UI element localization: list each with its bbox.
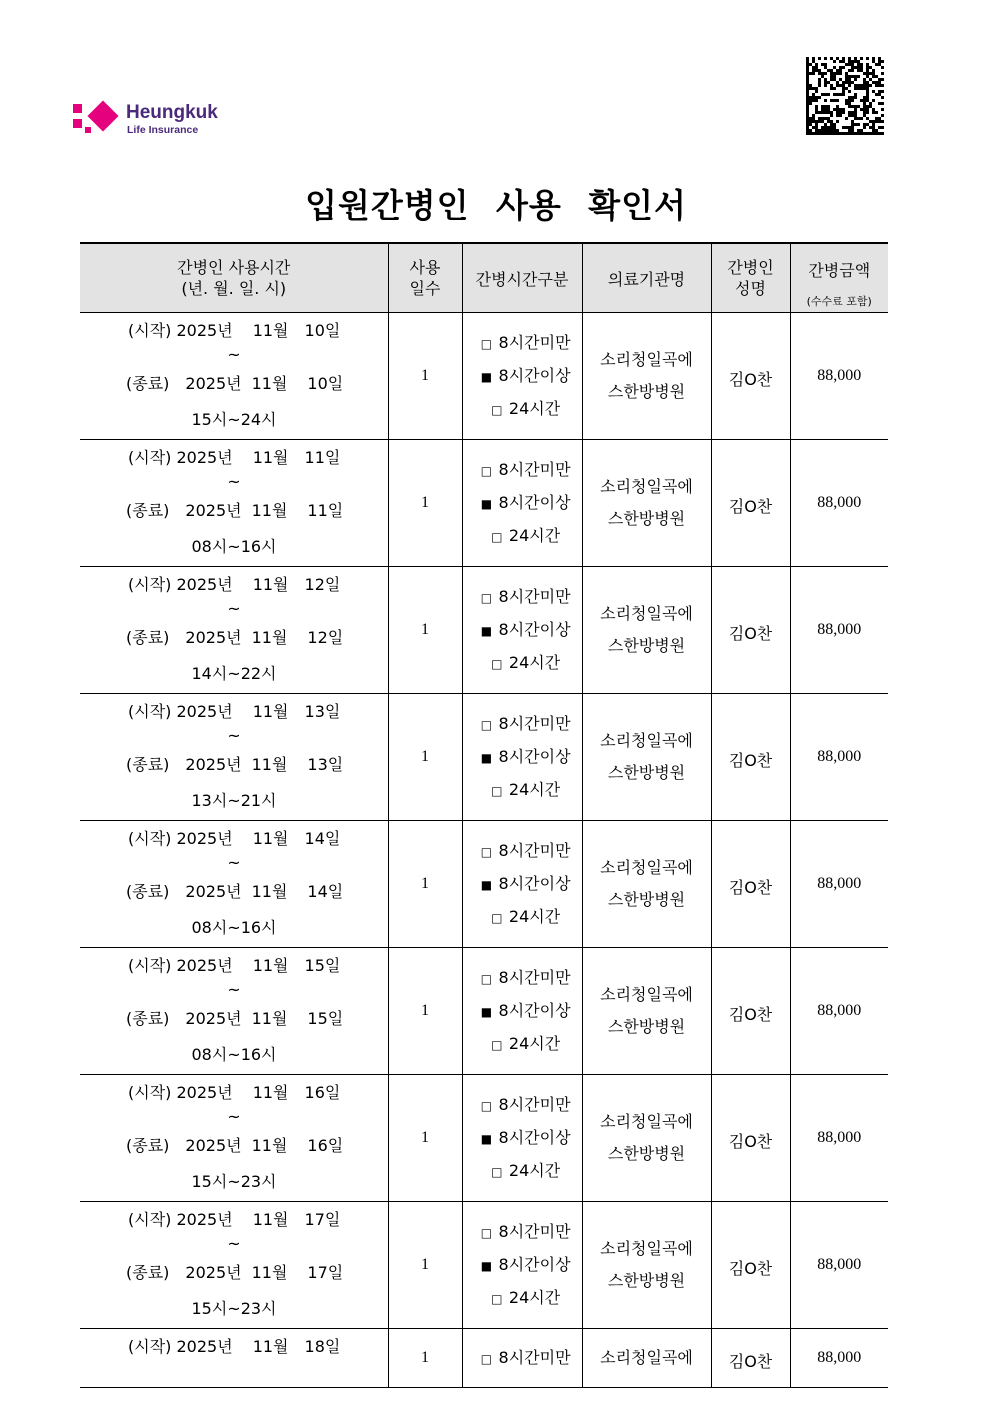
care-time-options <box>462 1329 582 1388</box>
table-row <box>80 313 888 440</box>
hospital-name: 소리청일곡에 스한방병원 <box>582 313 711 440</box>
table-row <box>80 440 888 567</box>
option-over-8h: ■ 8시간이상 <box>469 614 582 647</box>
logo-company-name: Heungkuk <box>126 102 218 123</box>
usage-period: (시작) 2025년 11월 11일 ~ (종료) 2025년 11월 11일 08시~16시 <box>80 440 388 567</box>
option-under-8h: □ 8시간미만 <box>469 327 582 360</box>
checkbox-icon: □ <box>491 1037 503 1052</box>
caregiver-usage-table <box>80 242 888 1388</box>
option-24h: □ 24시간 <box>469 520 582 553</box>
hospital-name: 소리청일곡에 스한방병원 <box>582 1202 711 1329</box>
caregiver-name: 김O찬 <box>711 1075 790 1202</box>
option-over-8h: ■ 8시간이상 <box>469 995 582 1028</box>
header-caregiver: 간병인 성명 <box>711 243 790 313</box>
checkbox-checked-icon: ■ <box>480 1258 493 1273</box>
care-amount: 88,000 <box>790 1202 888 1329</box>
checkbox-icon: □ <box>480 590 493 605</box>
caregiver-name: 김O찬 <box>711 948 790 1075</box>
caregiver-name: 김O찬 <box>711 1329 790 1388</box>
checkbox-icon: □ <box>480 336 493 351</box>
usage-days: 1 <box>388 1202 462 1329</box>
care-amount: 88,000 <box>790 567 888 694</box>
checkbox-icon: □ <box>480 1225 493 1240</box>
care-amount: 88,000 <box>790 313 888 440</box>
table-row <box>80 1075 888 1202</box>
care-amount: 88,000 <box>790 948 888 1075</box>
checkbox-icon: □ <box>491 1291 503 1306</box>
option-under-8h: □ 8시간미만 <box>469 1089 582 1122</box>
option-under-8h: □ 8시간미만 <box>469 962 582 995</box>
table-row <box>80 694 888 821</box>
caregiver-name: 김O찬 <box>711 694 790 821</box>
usage-period: (시작) 2025년 11월 10일 ~ (종료) 2025년 11월 10일 15시~24시 <box>80 313 388 440</box>
option-under-8h: □ 8시간미만 <box>469 835 582 868</box>
option-under-8h: □ 8시간미만 <box>469 581 582 614</box>
checkbox-checked-icon: ■ <box>480 496 493 511</box>
care-time-options <box>462 1202 582 1329</box>
usage-days: 1 <box>388 821 462 948</box>
checkbox-icon: □ <box>491 656 503 671</box>
caregiver-name: 김O찬 <box>711 313 790 440</box>
checkbox-icon: □ <box>480 1351 493 1366</box>
checkbox-icon: □ <box>480 1098 493 1113</box>
option-over-8h: ■ 8시간이상 <box>469 1122 582 1155</box>
checkbox-icon: □ <box>480 844 493 859</box>
table-row <box>80 948 888 1075</box>
caregiver-name: 김O찬 <box>711 567 790 694</box>
checkbox-checked-icon: ■ <box>480 623 493 638</box>
checkbox-icon: □ <box>480 463 493 478</box>
option-over-8h: ■ 8시간이상 <box>469 868 582 901</box>
checkbox-icon: □ <box>491 783 503 798</box>
option-24h: □ 24시간 <box>469 901 582 934</box>
fee-note: (수수료 포함) <box>806 295 872 308</box>
document-title: 입원간병인 사용 확인서 <box>305 186 687 225</box>
option-over-8h: ■ 8시간이상 <box>469 487 582 520</box>
usage-days: 1 <box>388 948 462 1075</box>
care-amount: 88,000 <box>790 1075 888 1202</box>
option-24h: □ 24시간 <box>469 1282 582 1315</box>
qr-code-icon <box>806 57 884 135</box>
caregiver-name: 김O찬 <box>711 1202 790 1329</box>
checkbox-checked-icon: ■ <box>480 877 493 892</box>
checkbox-icon: □ <box>480 971 493 986</box>
header-usage-time: 간병인 사용시간 (년. 월. 일. 시) <box>80 243 388 313</box>
option-24h: □ 24시간 <box>469 393 582 426</box>
caregiver-name: 김O찬 <box>711 821 790 948</box>
care-time-options <box>462 1075 582 1202</box>
option-24h: □ 24시간 <box>469 774 582 807</box>
table-row <box>80 567 888 694</box>
option-under-8h: □ 8시간미만 <box>469 1342 582 1375</box>
usage-days: 1 <box>388 313 462 440</box>
checkbox-icon: □ <box>480 717 493 732</box>
usage-days: 1 <box>388 1075 462 1202</box>
table-row <box>80 821 888 948</box>
checkbox-icon: □ <box>491 402 503 417</box>
option-over-8h: ■ 8시간이상 <box>469 1249 582 1282</box>
checkbox-icon: □ <box>491 529 503 544</box>
option-over-8h: ■ 8시간이상 <box>469 741 582 774</box>
company-logo <box>73 100 243 140</box>
usage-period: (시작) 2025년 11월 18일 <box>80 1329 388 1388</box>
option-24h: □ 24시간 <box>469 1028 582 1061</box>
header-category: 간병시간구분 <box>462 243 582 313</box>
care-amount: 88,000 <box>790 821 888 948</box>
hospital-name: 소리청일곡에 스한방병원 <box>582 567 711 694</box>
usage-period: (시작) 2025년 11월 14일 ~ (종료) 2025년 11월 14일 08시~16시 <box>80 821 388 948</box>
checkbox-icon: □ <box>491 910 503 925</box>
option-over-8h: ■ 8시간이상 <box>469 360 582 393</box>
hospital-name: 소리청일곡에 스한방병원 <box>582 694 711 821</box>
caregiver-name: 김O찬 <box>711 440 790 567</box>
table-row-partial <box>80 1329 888 1388</box>
logo-mark-icon <box>73 100 125 136</box>
header-row <box>80 243 888 313</box>
usage-period: (시작) 2025년 11월 13일 ~ (종료) 2025년 11월 13일 13시~21시 <box>80 694 388 821</box>
hospital-name: 소리청일곡에 스한방병원 <box>582 948 711 1075</box>
usage-period: (시작) 2025년 11월 17일 ~ (종료) 2025년 11월 17일 15시~23시 <box>80 1202 388 1329</box>
hospital-name: 소리청일곡에 스한방병원 <box>582 440 711 567</box>
header-usage-days: 사용 일수 <box>388 243 462 313</box>
header-amount: 간병금액 (수수료 포함) <box>790 243 888 313</box>
care-amount: 88,000 <box>790 694 888 821</box>
care-time-options <box>462 821 582 948</box>
care-time-options <box>462 567 582 694</box>
option-under-8h: □ 8시간미만 <box>469 708 582 741</box>
option-24h: □ 24시간 <box>469 647 582 680</box>
header-hospital: 의료기관명 <box>582 243 711 313</box>
checkbox-checked-icon: ■ <box>480 1004 493 1019</box>
checkbox-icon: □ <box>491 1164 503 1179</box>
checkbox-checked-icon: ■ <box>480 369 493 384</box>
usage-period: (시작) 2025년 11월 12일 ~ (종료) 2025년 11월 12일 14시~22시 <box>80 567 388 694</box>
option-under-8h: □ 8시간미만 <box>469 1216 582 1249</box>
checkbox-checked-icon: ■ <box>480 750 493 765</box>
hospital-name: 소리청일곡에 스한방병원 <box>582 821 711 948</box>
usage-period: (시작) 2025년 11월 16일 ~ (종료) 2025년 11월 16일 15시~23시 <box>80 1075 388 1202</box>
usage-days: 1 <box>388 567 462 694</box>
care-amount: 88,000 <box>790 440 888 567</box>
option-24h: □ 24시간 <box>469 1155 582 1188</box>
care-time-options <box>462 440 582 567</box>
usage-days: 1 <box>388 694 462 821</box>
care-amount: 88,000 <box>790 1329 888 1388</box>
hospital-name: 소리청일곡에 <box>582 1329 711 1388</box>
table-row <box>80 1202 888 1329</box>
usage-period: (시작) 2025년 11월 15일 ~ (종료) 2025년 11월 15일 08시~16시 <box>80 948 388 1075</box>
usage-days: 1 <box>388 1329 462 1388</box>
care-time-options <box>462 694 582 821</box>
care-time-options <box>462 948 582 1075</box>
hospital-name: 소리청일곡에 스한방병원 <box>582 1075 711 1202</box>
logo-company-sub: Life Insurance <box>127 124 199 136</box>
usage-days: 1 <box>388 440 462 567</box>
option-under-8h: □ 8시간미만 <box>469 454 582 487</box>
checkbox-checked-icon: ■ <box>480 1131 493 1146</box>
care-time-options <box>462 313 582 440</box>
